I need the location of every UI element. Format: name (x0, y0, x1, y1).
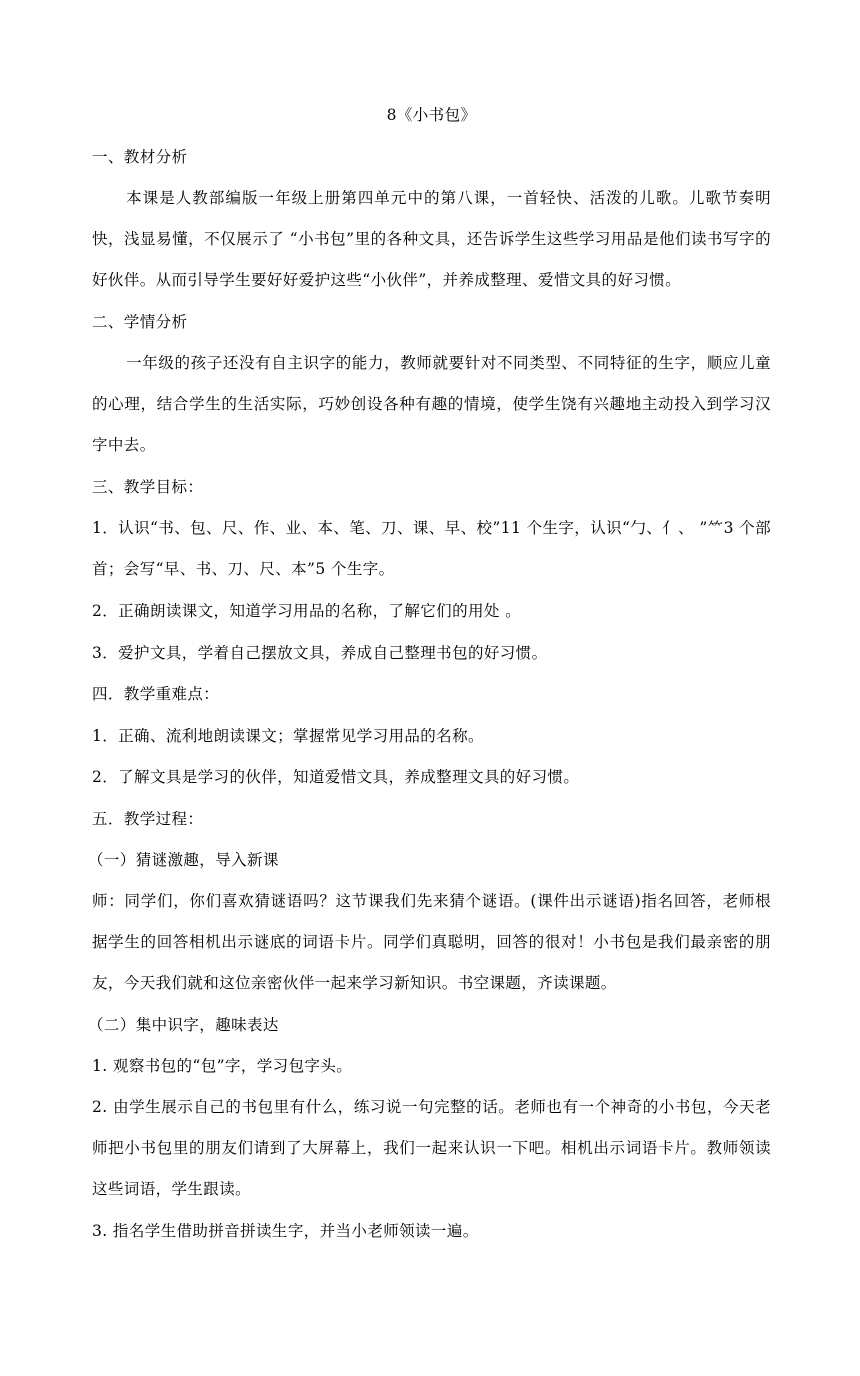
goal-item-3: 3．爱护文具，学着自己摆放文具，养成自己整理书包的好习惯。 (92, 643, 548, 662)
goal-item-2: 2．正确朗读课文，知道学习用品的名称，了解它们的用处 。 (92, 602, 521, 620)
document-title: 8《小书包》 (386, 106, 477, 124)
subsection-heading-riddle: （一）猜谜激趣，导入新课 (88, 851, 279, 869)
goal-item-1: 1．认识“书、包、尺、作、业、本、笔、刀、课、早、校”11 个生字，认识“勹、亻、 ”⺮3 个部首；会写“早、书、刀、尺、本”5 个生字。 (92, 519, 771, 578)
document-page (88, 104, 771, 1261)
paragraph-textbook-analysis: 本课是人教部编版一年级上册第四单元中的第八课，一首轻快、活泼的儿歌。儿歌节奏明快，浅显易懂，不仅展示了 “小书包”里的各种文具，还告诉学生这些学习用品是他们读书写字的好伙伴。从而引导学生要好好爱护这些“小伙伴”，并养成整理、爱惜文具的好习惯。 (92, 189, 771, 289)
process-step-1: 1. 观察书包的“包”字，学习包字头。 (92, 1057, 353, 1075)
paragraph-riddle: 师：同学们，你们喜欢猜谜语吗？这节课我们先来猜个谜语。(课件出示谜语)指名回答，老师根据学生的回答相机出示谜底的词语卡片。同学们真聪明，回答的很对！小书包是我们最亲密的朋友，今天我们就和这位亲密伙伴一起来学习新知识。书空课题，齐读课题。 (92, 891, 771, 992)
paragraph-student-analysis: 一年级的孩子还没有自主识字的能力，教师就要针对不同类型、不同特征的生字，顺应儿童的心理，结合学生的生活实际，巧妙创设各种有趣的情境，使学生饶有兴趣地主动投入到学习汉字中去。 (92, 354, 771, 454)
section-heading-textbook-analysis: 一、教材分析 (92, 148, 188, 166)
section-heading-teaching-process: 五．教学过程： (92, 809, 204, 828)
key-point-1: 1．正确、流利地朗读课文；掌握常见学习用品的名称。 (92, 726, 484, 745)
process-step-3: 3. 指名学生借助拼音拼读生字，并当小老师领读一遍。 (92, 1221, 479, 1240)
process-step-2: 2. 由学生展示自己的书包里有什么，练习说一句完整的话。老师也有一个神奇的小书包，今天老师把小书包里的朋友们请到了大屏幕上，我们一起来认识一下吧。相机出示词语卡片。教师领读这些词语，学生跟读。 (92, 1097, 771, 1198)
subsection-heading-literacy: （二）集中识字，趣味表达 (88, 1015, 279, 1034)
section-heading-key-points: 四．教学重难点： (92, 685, 220, 703)
key-point-2: 2．了解文具是学习的伙伴，知道爱惜文具，养成整理文具的好习惯。 (92, 768, 580, 786)
section-heading-teaching-goals: 三、教学目标： (92, 478, 204, 496)
section-heading-student-analysis: 二、学情分析 (92, 313, 188, 331)
